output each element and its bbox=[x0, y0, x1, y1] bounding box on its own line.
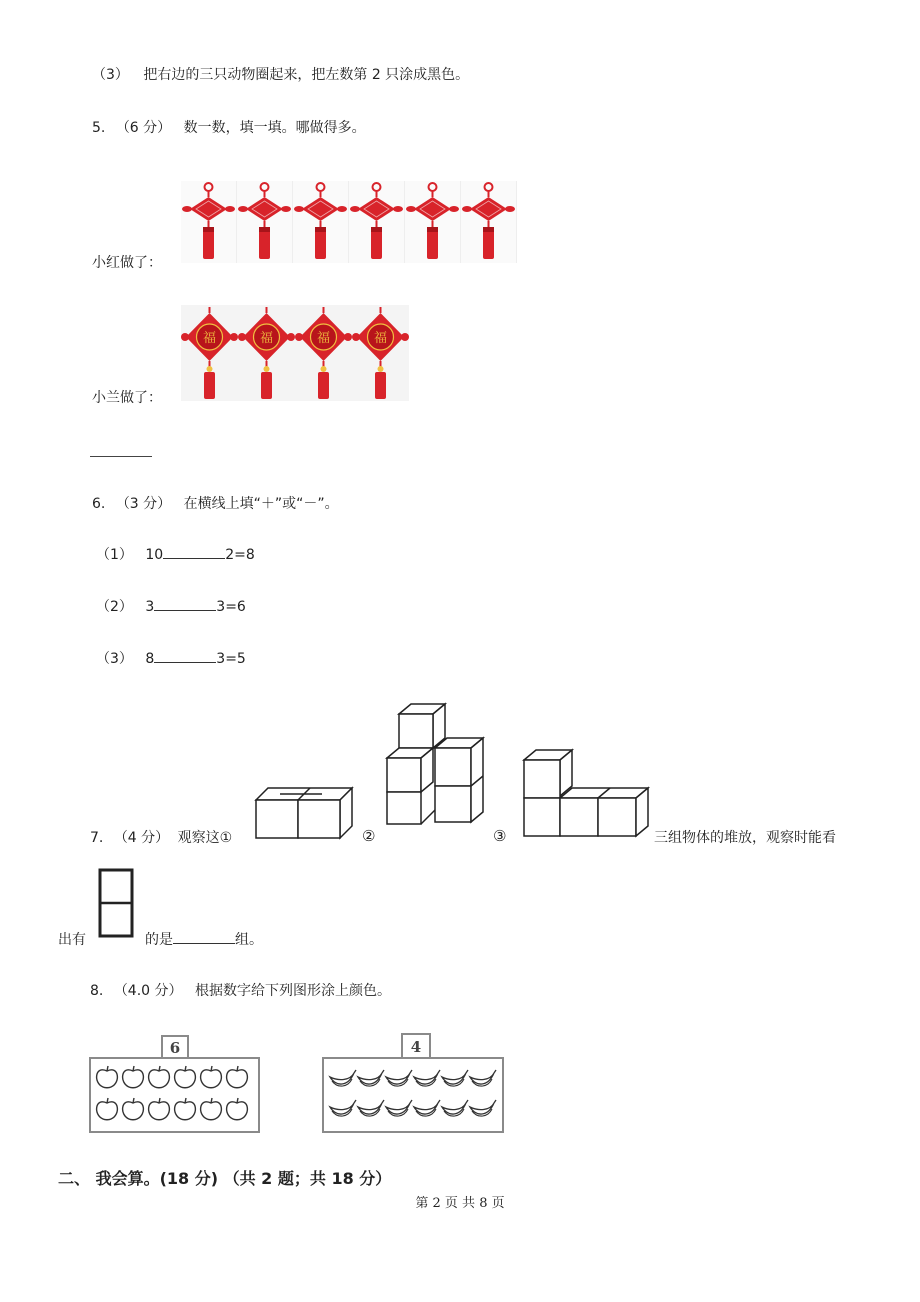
question-7-header: 7. （4 分） 观察这① bbox=[90, 830, 233, 846]
apple-icon[interactable] bbox=[201, 1098, 222, 1120]
cube-figure-1 bbox=[254, 776, 354, 840]
banana-icon[interactable] bbox=[386, 1100, 412, 1116]
q5-answer-blank[interactable] bbox=[90, 456, 152, 457]
svg-text:福: 福 bbox=[259, 331, 274, 346]
apple-icon[interactable] bbox=[149, 1098, 170, 1120]
q7-line2-answer: 的是 组。 bbox=[145, 929, 263, 949]
q6-item-2: （2） 3 3=6 bbox=[96, 596, 246, 616]
q6-item-2-blank[interactable] bbox=[154, 596, 216, 611]
question-8-header: 8. （4.0 分） 根据数字给下列图形涂上颜色。 bbox=[90, 983, 391, 999]
xiaolan-label: 小兰做了： bbox=[92, 390, 162, 406]
banana-icon[interactable] bbox=[330, 1100, 356, 1116]
question-6-header: 6. （3 分） 在横线上填“＋”或“－”。 bbox=[92, 496, 339, 512]
svg-text:福: 福 bbox=[373, 331, 388, 346]
apple-icon[interactable] bbox=[227, 1098, 248, 1120]
section-2-title: 二、 我会算。(18 分) （共 2 题；共 18 分） bbox=[58, 1169, 392, 1188]
figure-3-mark: ③ bbox=[493, 827, 507, 845]
banana-icon[interactable] bbox=[386, 1070, 412, 1086]
apple-icon[interactable] bbox=[175, 1066, 196, 1088]
banana-frame bbox=[322, 1057, 504, 1133]
chinese-knot-icon bbox=[349, 181, 405, 263]
fu-ornament-icon bbox=[181, 305, 238, 401]
svg-text:福: 福 bbox=[202, 331, 217, 346]
apple-grid bbox=[91, 1059, 258, 1131]
q4-sub3: （3） 把右边的三只动物圈起来，把左数第 2 只涂成黑色。 bbox=[92, 67, 470, 83]
question-5-header: 5. （6 分） 数一数，填一填。哪做得多。 bbox=[92, 120, 366, 136]
fu-ornament-icon bbox=[295, 305, 352, 401]
banana-grid bbox=[324, 1059, 502, 1131]
cube-figure-2 bbox=[385, 702, 487, 826]
apple-icon[interactable] bbox=[123, 1066, 144, 1088]
banana-icon[interactable] bbox=[442, 1100, 468, 1116]
banana-icon[interactable] bbox=[442, 1070, 468, 1086]
q6-item-3-blank[interactable] bbox=[154, 648, 216, 663]
chinese-knot-images bbox=[181, 181, 511, 263]
banana-number-box: 4 bbox=[401, 1033, 431, 1061]
apple-number-box: 6 bbox=[161, 1035, 189, 1061]
apple-icon[interactable] bbox=[227, 1066, 248, 1088]
banana-icon[interactable] bbox=[470, 1070, 496, 1086]
banana-icon[interactable] bbox=[358, 1100, 384, 1116]
two-square-view-icon bbox=[98, 868, 136, 940]
chinese-knot-icon bbox=[293, 181, 349, 263]
figure-2-mark: ② bbox=[362, 827, 376, 845]
apple-icon[interactable] bbox=[97, 1098, 118, 1120]
apple-frame bbox=[89, 1057, 260, 1133]
svg-text:福: 福 bbox=[316, 331, 331, 346]
banana-icon[interactable] bbox=[470, 1100, 496, 1116]
q7-prompt-continued: 三组物体的堆放，观察时能看 bbox=[654, 830, 836, 846]
fu-ornament-images bbox=[181, 305, 409, 401]
chinese-knot-icon bbox=[181, 181, 237, 263]
banana-icon[interactable] bbox=[330, 1070, 356, 1086]
q7-answer-blank[interactable] bbox=[173, 929, 235, 944]
apple-icon[interactable] bbox=[123, 1098, 144, 1120]
chinese-knot-icon bbox=[237, 181, 293, 263]
banana-icon[interactable] bbox=[358, 1070, 384, 1086]
q7-line2-start: 出有 bbox=[58, 932, 86, 948]
cube-figure-3 bbox=[522, 748, 652, 838]
page-footer: 第 2 页 共 8 页 bbox=[415, 1196, 505, 1211]
xiaohong-label: 小红做了： bbox=[92, 255, 162, 271]
chinese-knot-icon bbox=[461, 181, 517, 263]
q6-item-1: （1） 10 2=8 bbox=[96, 544, 255, 564]
fu-ornament-icon bbox=[352, 305, 409, 401]
apple-icon[interactable] bbox=[175, 1098, 196, 1120]
banana-icon[interactable] bbox=[414, 1100, 440, 1116]
fu-ornament-icon bbox=[238, 305, 295, 401]
chinese-knot-icon bbox=[405, 181, 461, 263]
q6-item-3: （3） 8 3=5 bbox=[96, 648, 246, 668]
q6-item-1-blank[interactable] bbox=[163, 544, 225, 559]
banana-icon[interactable] bbox=[414, 1070, 440, 1086]
apple-icon[interactable] bbox=[201, 1066, 222, 1088]
apple-icon[interactable] bbox=[97, 1066, 118, 1088]
apple-icon[interactable] bbox=[149, 1066, 170, 1088]
